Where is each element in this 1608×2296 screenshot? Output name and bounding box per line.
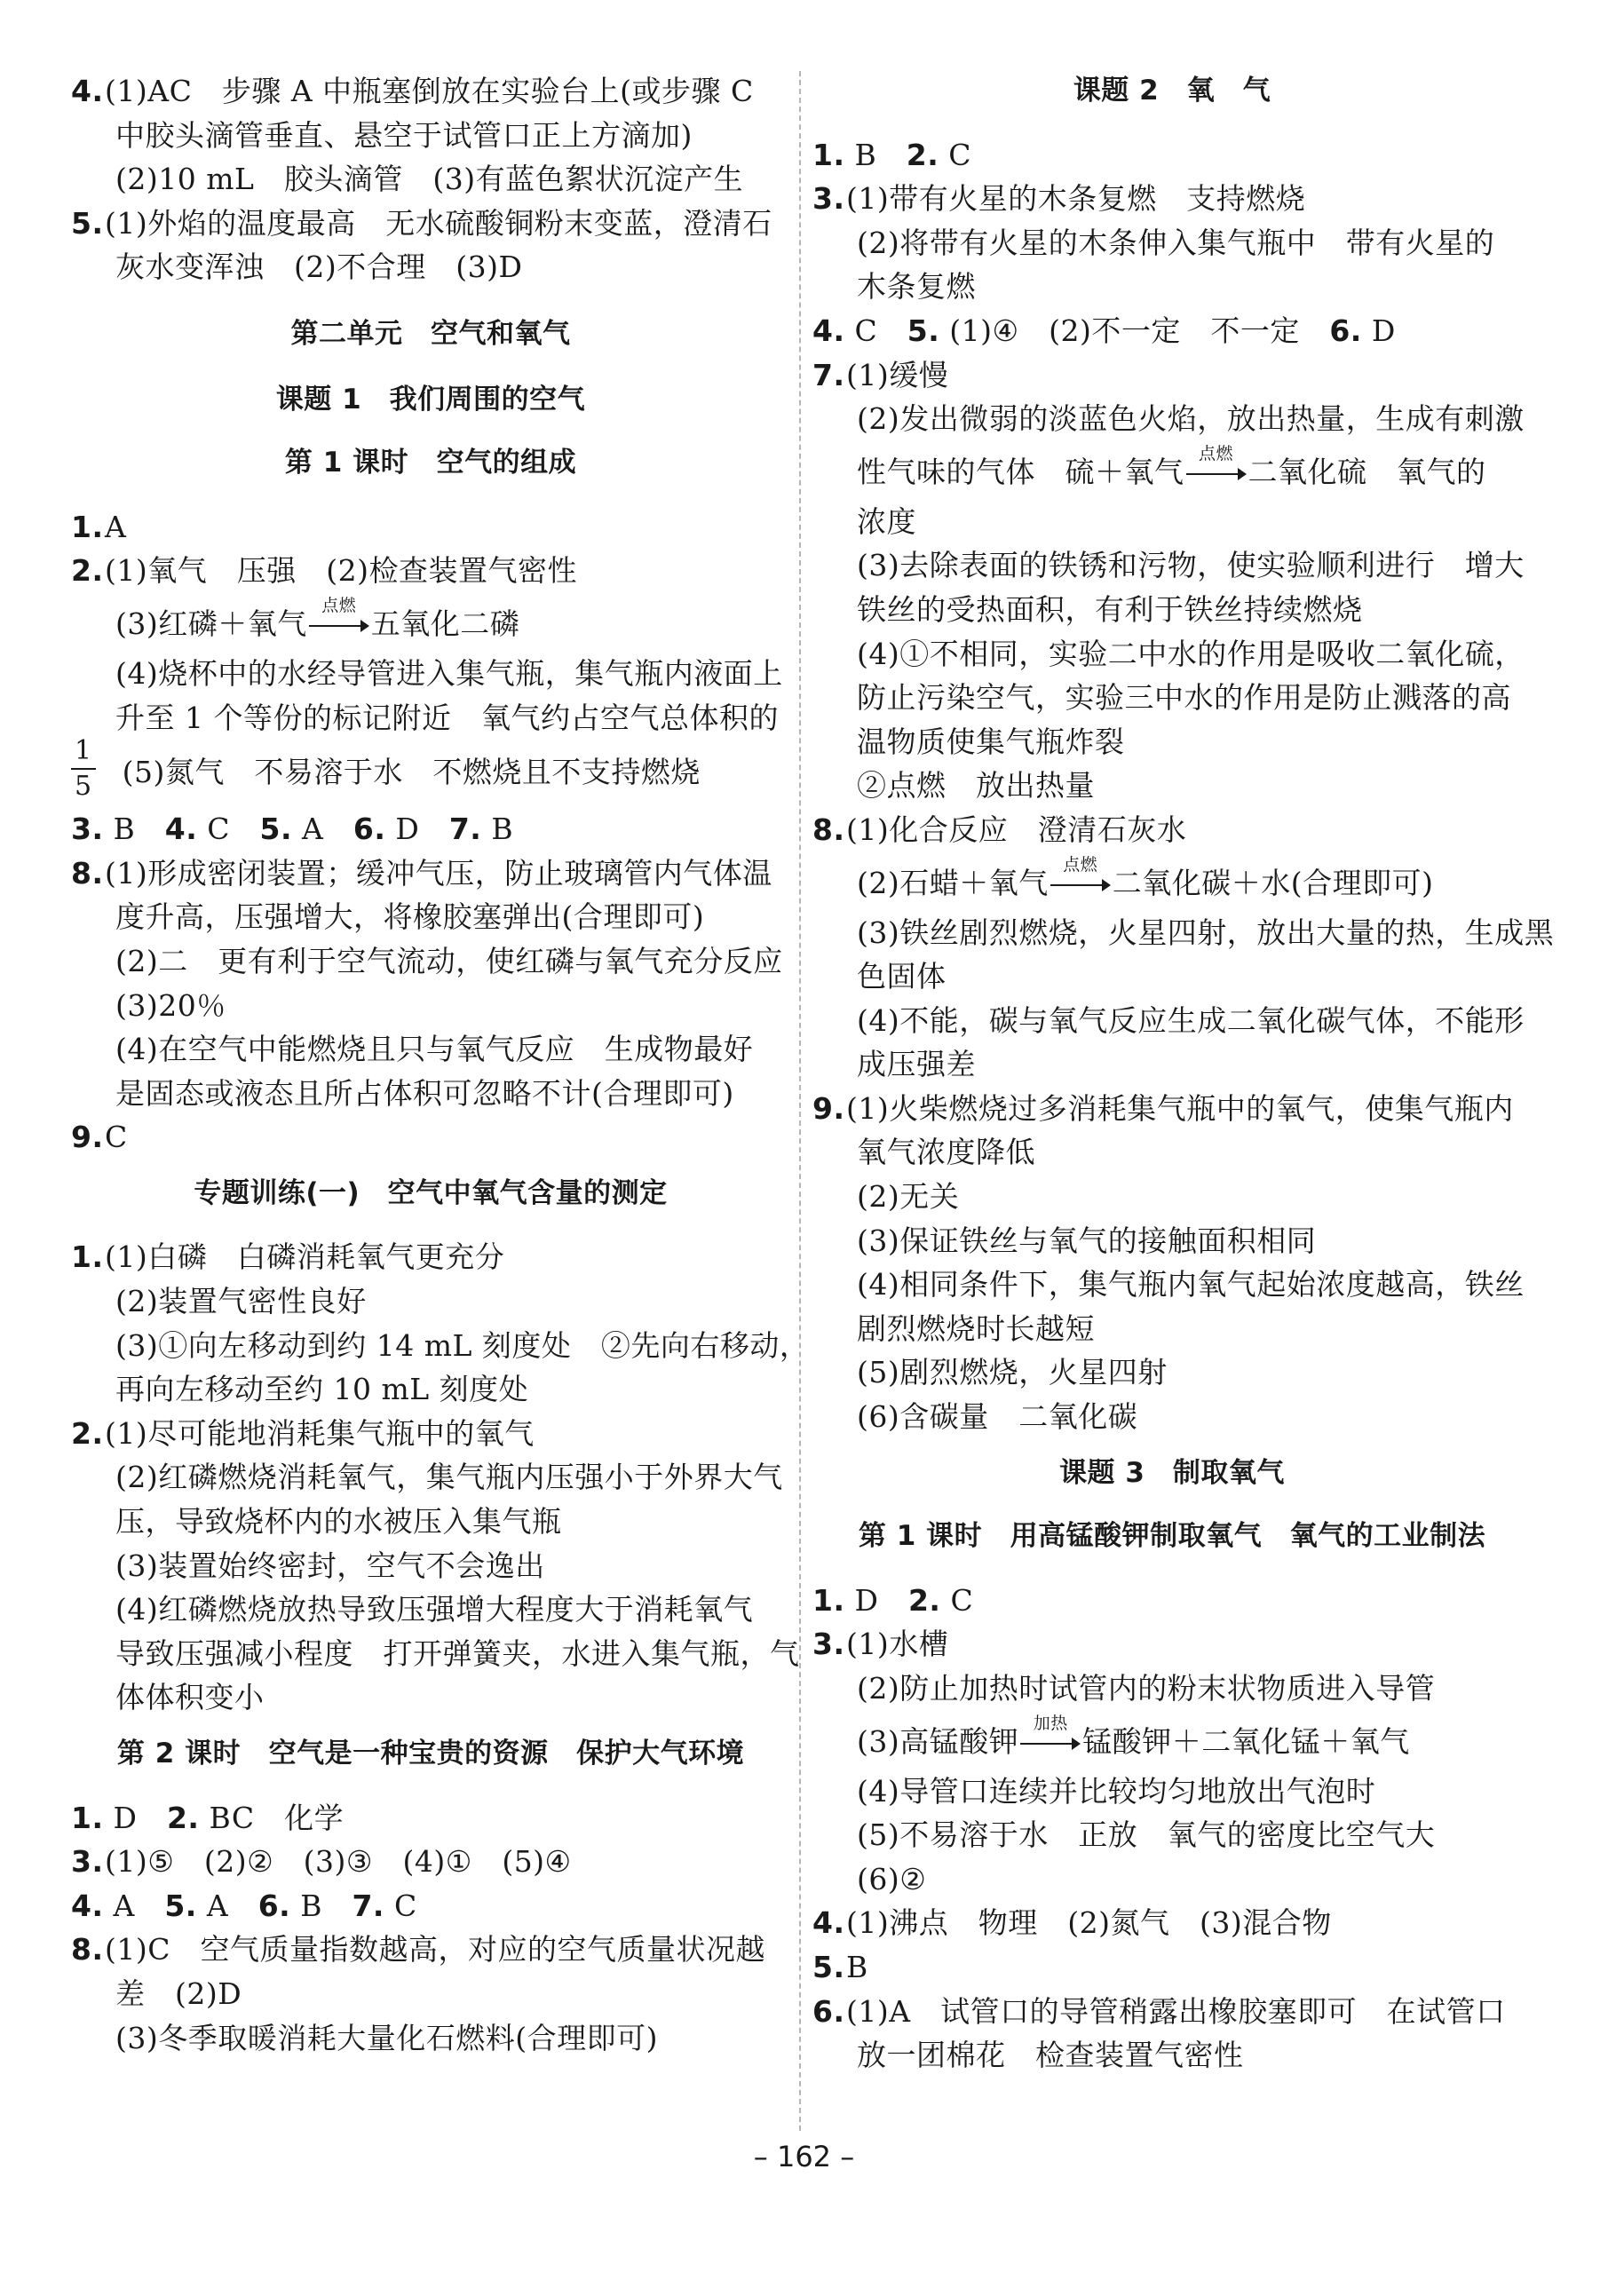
arrow-head-icon bbox=[1102, 879, 1111, 891]
answer-line bbox=[812, 1087, 1532, 1131]
answer-text: (5)不易溶于水 正放 氧气的密度比空气大 bbox=[857, 1817, 1436, 1853]
answer-text: 温物质使集气瓶炸裂 bbox=[857, 724, 1125, 759]
answer-text: 体体积变小 bbox=[115, 1680, 265, 1715]
answer-text: (4)红磷燃烧放热导致压强增大程度大于消耗氧气 bbox=[115, 1592, 754, 1627]
answer-text: (2)将带有火星的木条伸入集气瓶中 带有火星的 bbox=[857, 225, 1495, 260]
answer-line bbox=[812, 632, 1532, 677]
question-number: 4. bbox=[164, 812, 198, 847]
answer-line bbox=[812, 1857, 1532, 1902]
answer-text: (1)⑤ (2)② (3)③ (4)① (5)④ bbox=[105, 1844, 572, 1880]
answer-line bbox=[71, 1412, 790, 1456]
question-number: 5. bbox=[812, 1949, 845, 1984]
answer-line bbox=[812, 1307, 1532, 1351]
answer-text: 铁丝的受热面积，有利于铁丝持续燃烧 bbox=[857, 591, 1363, 627]
answer-line bbox=[71, 202, 790, 246]
section-heading: 第 1 课时 空气的组成 bbox=[284, 447, 577, 479]
answer-line bbox=[71, 1367, 790, 1412]
answer-text: (1)外焰的温度最高 无水硫酸铜粉末变蓝，澄清石 bbox=[105, 205, 772, 241]
reaction-arrow bbox=[1020, 1713, 1081, 1752]
answer-text: 二氧化碳＋水(合理即可) bbox=[1112, 865, 1434, 900]
answer-line bbox=[71, 549, 790, 593]
answer-text: 剧烈燃烧时长越短 bbox=[857, 1310, 1095, 1346]
answer-text: (1)AC 步骤 A 中瓶塞倒放在实验台上(或步骤 C bbox=[105, 74, 754, 108]
question-number: 1. bbox=[71, 1800, 104, 1835]
answer-line bbox=[812, 808, 1532, 852]
question-number: 4. bbox=[71, 74, 104, 108]
section-heading: 专题训练(一) 空气中氧气含量的测定 bbox=[194, 1176, 668, 1209]
answer-line bbox=[71, 1796, 790, 1841]
answer-line bbox=[71, 1587, 790, 1632]
answer-text: B bbox=[846, 1949, 868, 1984]
answer-line bbox=[812, 177, 1532, 221]
answer-line bbox=[812, 1813, 1532, 1857]
fraction-numerator: 1 bbox=[71, 734, 96, 770]
section-heading: 课题 2 氧 气 bbox=[1073, 75, 1271, 107]
question-number: 1. bbox=[812, 137, 845, 172]
section-heading: 第 2 课时 空气是一种宝贵的资源 保护大气环境 bbox=[116, 1738, 745, 1770]
reaction-condition: 点燃 bbox=[1063, 854, 1098, 875]
answer-line bbox=[71, 1840, 790, 1884]
question-number: 7. bbox=[352, 1888, 384, 1923]
question-number: 6. bbox=[812, 1993, 845, 2029]
answer-text: (3)红磷＋氧气 bbox=[115, 606, 307, 641]
answer-line bbox=[812, 764, 1532, 808]
answer-text: C bbox=[948, 137, 972, 172]
answer-text: 灰水变浑浊 (2)不合理 (3)D bbox=[115, 249, 523, 285]
answer-line bbox=[812, 1945, 1532, 1990]
answer-text: 木条复燃 bbox=[857, 269, 976, 305]
answer-line bbox=[71, 807, 790, 851]
answer-line bbox=[71, 1027, 790, 1072]
answer-line bbox=[71, 1928, 790, 1972]
question-number: 8. bbox=[812, 812, 845, 847]
arrow-head-icon bbox=[360, 620, 369, 632]
answer-text: (2)无关 bbox=[857, 1179, 960, 1215]
answer-text: ②点燃 放出热量 bbox=[857, 768, 1095, 804]
answer-text: A bbox=[302, 812, 324, 847]
answer-text: 色固体 bbox=[857, 959, 947, 994]
question-number: 5. bbox=[907, 313, 940, 348]
answer-text: (1)形成密闭装置；缓冲气压，防止玻璃管内气体温 bbox=[105, 855, 772, 891]
answer-text: (4)不能，碳与氧气反应生成二氧化碳气体，不能形 bbox=[857, 1002, 1525, 1038]
question-number: 6. bbox=[257, 1888, 291, 1923]
answer-text: 五氧化二磷 bbox=[370, 606, 520, 641]
answer-line bbox=[71, 895, 790, 939]
answer-line bbox=[71, 505, 790, 550]
answer-text: (4)相同条件下，集气瓶内氧气起始浓度越高，铁丝 bbox=[857, 1267, 1525, 1302]
answer-text: C bbox=[105, 1120, 128, 1155]
arrow-shaft bbox=[309, 625, 362, 627]
answer-text: C bbox=[207, 812, 231, 847]
answer-text: (4)在空气中能燃烧且只与氧气反应 生成物最好 bbox=[115, 1032, 754, 1067]
answer-line bbox=[812, 1263, 1532, 1307]
answer-line bbox=[71, 1455, 790, 1500]
answer-line bbox=[812, 1667, 1532, 1711]
answer-line bbox=[71, 939, 790, 984]
answer-line bbox=[71, 157, 790, 202]
question-number: 9. bbox=[812, 1090, 845, 1126]
answer-line bbox=[71, 1500, 790, 1544]
question-number: 2. bbox=[71, 553, 104, 589]
answer-line bbox=[27, 735, 790, 807]
answer-line bbox=[812, 353, 1532, 398]
answer-text: 压，导致烧杯内的水被压入集气瓶 bbox=[115, 1504, 562, 1540]
section-heading: 第 1 课时 用高锰酸钾制取氧气 氧气的工业制法 bbox=[858, 1520, 1486, 1553]
answer-text: BC 化学 bbox=[209, 1800, 345, 1835]
answer-text: (5)氮气 不易溶于水 不燃烧且不支持燃烧 bbox=[122, 755, 701, 790]
answer-text: (2)10 mL 胶头滴管 (3)有蓝色絮状沉淀产生 bbox=[115, 162, 744, 197]
answer-line bbox=[812, 954, 1532, 999]
answer-text: (6)② bbox=[857, 1861, 927, 1896]
answer-line bbox=[71, 984, 790, 1028]
answer-text: (3)冬季取暖消耗大量化石燃料(合理即可) bbox=[115, 2020, 658, 2055]
answer-text: A bbox=[206, 1888, 229, 1923]
answer-line bbox=[71, 114, 790, 158]
answer-text: (2)防止加热时试管内的粉末状物质进入导管 bbox=[857, 1671, 1436, 1706]
question-number: 3. bbox=[71, 1844, 104, 1880]
question-number: 2. bbox=[906, 137, 939, 172]
answer-line bbox=[812, 397, 1532, 441]
answer-line bbox=[71, 1115, 790, 1160]
question-number: 5. bbox=[164, 1888, 197, 1923]
question-number: 2. bbox=[71, 1415, 104, 1451]
answer-line bbox=[71, 1884, 790, 1928]
answer-text: 成压强差 bbox=[857, 1047, 976, 1082]
answer-line bbox=[71, 1544, 790, 1588]
answer-line bbox=[812, 676, 1532, 720]
answer-text: 度升高，压强增大，将橡胶塞弹出(合理即可) bbox=[115, 899, 705, 935]
answer-text: (1)C 空气质量指数越高，对应的空气质量状况越 bbox=[105, 1932, 765, 1967]
question-number: 4. bbox=[71, 1888, 104, 1923]
reaction-condition: 加热 bbox=[1033, 1713, 1068, 1733]
question-number: 8. bbox=[71, 1932, 104, 1967]
answer-text: (4)烧杯中的水经导管进入集气瓶，集气瓶内液面上 bbox=[115, 655, 783, 691]
answer-line bbox=[812, 1042, 1532, 1087]
right-column bbox=[812, 69, 1555, 2078]
answer-line bbox=[812, 588, 1532, 632]
answer-text: (2)发出微弱的淡蓝色火焰，放出热量，生成有刺激 bbox=[857, 401, 1525, 437]
answer-text: (2)二 更有利于空气流动，使红磷与氧气充分反应 bbox=[115, 943, 783, 978]
answer-text: B bbox=[491, 812, 514, 847]
answer-line bbox=[812, 1579, 1532, 1623]
answer-line bbox=[812, 999, 1532, 1043]
reaction-condition: 点燃 bbox=[321, 595, 357, 615]
answer-line bbox=[812, 2033, 1532, 2078]
answer-line bbox=[812, 1770, 1532, 1814]
fraction bbox=[71, 734, 96, 804]
answer-line bbox=[71, 851, 790, 896]
answer-line bbox=[812, 309, 1532, 353]
answer-line bbox=[71, 2016, 790, 2061]
section-heading: 课题 1 我们周围的空气 bbox=[275, 383, 586, 416]
answer-text: 性气味的气体 硫＋氧气 bbox=[857, 454, 1184, 489]
answer-text: (1)白磷 白磷消耗氧气更充分 bbox=[105, 1239, 505, 1275]
answer-text: C bbox=[950, 1582, 974, 1618]
answer-text: (1)尽可能地消耗集气瓶中的氧气 bbox=[105, 1415, 535, 1451]
answer-text: 浓度 bbox=[857, 503, 916, 539]
answer-text: (1)氧气 压强 (2)检查装置气密性 bbox=[105, 553, 577, 589]
reaction-arrow bbox=[1050, 854, 1111, 893]
answer-line bbox=[812, 265, 1532, 309]
answer-text: D bbox=[854, 1582, 879, 1618]
answer-line bbox=[812, 441, 1532, 500]
answer-text: C bbox=[393, 1888, 417, 1923]
question-number: 2. bbox=[166, 1800, 200, 1835]
answer-text: 二氧化硫 氧气的 bbox=[1248, 454, 1486, 489]
answer-text: 中胶头滴管垂直、悬空于试管口正上方滴加) bbox=[115, 117, 693, 153]
arrow-head-icon bbox=[1238, 468, 1247, 480]
answer-line bbox=[812, 133, 1532, 178]
answer-text: (3)高锰酸钾 bbox=[857, 1723, 1019, 1759]
question-number: 6. bbox=[1329, 313, 1362, 348]
answer-text: 放一团棉花 检查装置气密性 bbox=[857, 2038, 1244, 2073]
answer-line bbox=[812, 1990, 1532, 2034]
answer-text: (3)去除表面的铁锈和污物，使实验顺利进行 增大 bbox=[857, 548, 1525, 583]
question-number: 2. bbox=[907, 1582, 941, 1618]
answer-text: 是固态或液态且所占体积可忽略不计(合理即可) bbox=[115, 1075, 734, 1111]
answer-text: (3)装置始终密封，空气不会逸出 bbox=[115, 1548, 545, 1583]
answer-text: (3)铁丝剧烈燃烧，火星四射，放出大量的热，生成黑 bbox=[857, 914, 1555, 950]
answer-text: (3)①向左移动到约 14 mL 刻度处 ②先向右移动， bbox=[115, 1327, 810, 1363]
answer-line bbox=[812, 1350, 1532, 1395]
answer-text: 氧气浓度降低 bbox=[857, 1135, 1035, 1170]
answer-text: B bbox=[113, 812, 136, 847]
answer-line bbox=[71, 696, 790, 740]
answer-line bbox=[71, 1632, 800, 1676]
answer-line bbox=[71, 652, 790, 696]
answer-line bbox=[71, 1324, 810, 1368]
question-number: 8. bbox=[71, 855, 104, 891]
question-number: 7. bbox=[448, 812, 482, 847]
answer-text: (1)水槽 bbox=[846, 1627, 949, 1662]
answer-text: B bbox=[300, 1888, 322, 1923]
answer-text: D bbox=[1371, 313, 1396, 348]
answer-line bbox=[812, 1395, 1532, 1439]
answer-text: 导致压强减小程度 打开弹簧夹，水进入集气瓶，气 bbox=[115, 1635, 800, 1671]
answer-line bbox=[812, 1219, 1532, 1263]
answer-line bbox=[71, 1072, 790, 1116]
question-number: 3. bbox=[71, 812, 104, 847]
answer-text: (4)①不相同，实验二中水的作用是吸收二氧化硫， bbox=[857, 636, 1525, 671]
answer-text: (1)带有火星的木条复燃 支持燃烧 bbox=[846, 181, 1306, 217]
question-number: 1. bbox=[812, 1582, 845, 1618]
question-number: 6. bbox=[352, 812, 386, 847]
answer-line bbox=[812, 1901, 1532, 1945]
answer-text: 差 (2)D bbox=[115, 1975, 242, 2011]
reaction-arrow bbox=[1186, 443, 1247, 482]
answer-line bbox=[71, 593, 790, 652]
answer-text: A bbox=[105, 509, 127, 544]
question-number: 4. bbox=[812, 313, 845, 348]
answer-line bbox=[812, 1622, 1532, 1667]
answer-text: (4)导管口连续并比较均匀地放出气泡时 bbox=[857, 1773, 1376, 1809]
answer-line bbox=[71, 1675, 790, 1720]
answer-text: (2)红磷燃烧消耗氧气，集气瓶内压强小于外界大气 bbox=[115, 1460, 783, 1495]
section-heading: 第二单元 空气和氧气 bbox=[290, 317, 571, 350]
answer-line bbox=[71, 1972, 790, 2016]
answer-text: (6)含碳量 二氧化碳 bbox=[857, 1399, 1138, 1435]
answer-line bbox=[812, 1711, 1532, 1770]
left-column bbox=[71, 69, 810, 2060]
answer-text: B bbox=[854, 137, 877, 172]
answer-text: (3)保证铁丝与氧气的接触面积相同 bbox=[857, 1223, 1317, 1258]
arrow-shaft bbox=[1050, 884, 1104, 886]
reaction-condition: 点燃 bbox=[1198, 443, 1233, 463]
answer-line bbox=[812, 543, 1532, 588]
answer-text: (1)沸点 物理 (2)氮气 (3)混合物 bbox=[846, 1905, 1332, 1941]
reaction-arrow bbox=[309, 595, 369, 634]
answer-line bbox=[71, 245, 790, 289]
answer-text: (1)化合反应 澄清石灰水 bbox=[846, 812, 1187, 847]
page-number: – 162 – bbox=[753, 2140, 855, 2173]
question-number: 3. bbox=[812, 181, 845, 217]
answer-line bbox=[812, 852, 1532, 911]
answer-text: D bbox=[113, 1800, 138, 1835]
question-number: 7. bbox=[812, 357, 845, 392]
answer-text: 防止污染空气，实验三中水的作用是防止溅落的高 bbox=[857, 680, 1511, 716]
section-heading: 课题 3 制取氧气 bbox=[1059, 1456, 1285, 1489]
answer-text: 锰酸钾＋二氧化锰＋氧气 bbox=[1082, 1723, 1410, 1759]
arrow-shaft bbox=[1020, 1743, 1073, 1745]
answer-line bbox=[812, 1175, 1532, 1219]
answer-text: C bbox=[854, 313, 878, 348]
answer-text: (1)缓慢 bbox=[846, 357, 949, 392]
answer-text: 再向左移动至约 10 mL 刻度处 bbox=[115, 1372, 529, 1407]
answer-line bbox=[812, 911, 1555, 955]
question-number: 4. bbox=[812, 1905, 845, 1941]
answer-text: D bbox=[395, 812, 420, 847]
question-number: 1. bbox=[71, 509, 104, 544]
column-divider bbox=[799, 71, 801, 2131]
answer-text: (3)20％ bbox=[115, 987, 226, 1023]
answer-text: 升至 1 个等份的标记附近 氧气约占空气总体积的 bbox=[115, 700, 779, 735]
question-number: 3. bbox=[812, 1627, 845, 1662]
question-number: 5. bbox=[259, 812, 293, 847]
answer-text: (1)火柴燃烧过多消耗集气瓶中的氧气，使集气瓶内 bbox=[846, 1090, 1514, 1126]
answer-line bbox=[71, 1235, 790, 1279]
fraction-denominator: 5 bbox=[75, 771, 92, 803]
answer-text: A bbox=[113, 1888, 135, 1923]
answer-text: (1)④ (2)不一定 不一定 bbox=[949, 313, 1300, 348]
answer-line bbox=[812, 221, 1532, 265]
question-number: 1. bbox=[71, 1239, 104, 1275]
answer-text: (5)剧烈燃烧，火星四射 bbox=[857, 1355, 1168, 1390]
question-number: 9. bbox=[71, 1120, 104, 1155]
arrow-head-icon bbox=[1072, 1738, 1081, 1750]
question-number: 5. bbox=[71, 205, 104, 241]
answer-text: (2)石蜡＋氧气 bbox=[857, 865, 1049, 900]
arrow-shaft bbox=[1186, 473, 1240, 475]
answer-line bbox=[812, 500, 1532, 544]
answer-text: (1)A 试管口的导管稍露出橡胶塞即可 在试管口 bbox=[846, 1993, 1506, 2029]
answer-line bbox=[812, 1130, 1532, 1175]
answer-line bbox=[71, 1279, 790, 1324]
answer-text: (2)装置气密性良好 bbox=[115, 1284, 367, 1319]
answer-line bbox=[812, 720, 1532, 764]
answer-line bbox=[71, 69, 790, 114]
